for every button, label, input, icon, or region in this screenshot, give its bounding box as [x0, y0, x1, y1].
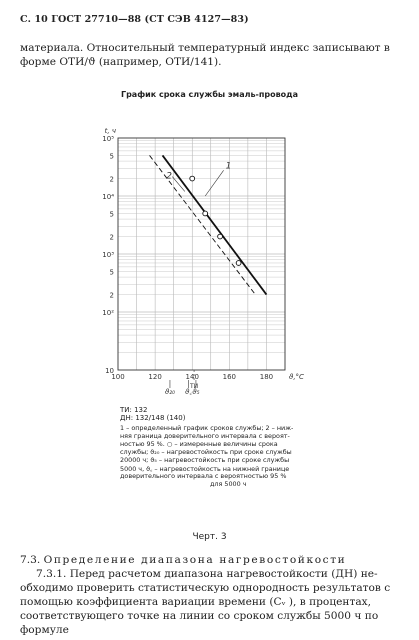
y-tick-label: 10²	[102, 309, 114, 317]
caption-line: 5000 ч, ϑ꜀ – нагревостойкость на нижней границе	[120, 465, 290, 473]
y-tick-label: 10	[105, 367, 114, 375]
measured-point	[236, 261, 241, 266]
paragraph-line: обходимо проверить статистическую однородность результатов с	[20, 582, 391, 594]
y-tick-label: 10³	[102, 251, 114, 259]
y-tick-label: 10⁵	[102, 135, 114, 143]
paragraph-line: формуле	[20, 624, 69, 636]
series-label-2: 2	[166, 171, 172, 182]
legend-ti: ТИ: 132	[120, 406, 148, 414]
intro-text-line-2: форме ОТИ/ϑ (например, ОТИ/141).	[20, 56, 222, 68]
chart-grid	[118, 138, 285, 370]
series-line-1	[163, 155, 267, 294]
y-axis-label: t, ч	[104, 127, 116, 135]
y-tick-label: 5	[109, 210, 114, 219]
caption-line: няя граница доверительного интервала с вероят-	[120, 432, 290, 440]
x-axis-label: ϑ,°С	[289, 373, 304, 381]
x-tick-label: 120	[148, 373, 162, 381]
measured-point	[203, 211, 208, 216]
section-heading-number: 7.3.	[20, 554, 41, 566]
x-tick-label: 140	[185, 373, 199, 381]
figure-number: Черт. 3	[192, 532, 227, 542]
marker-label: ϑ꜀	[185, 388, 192, 396]
y-tick-label: 10⁴	[102, 193, 114, 201]
caption-line: службы; ϑ₂₀ – нагревостойкость при сроке службы	[120, 448, 292, 456]
section-heading	[20, 554, 346, 566]
page-header: С. 10 ГОСТ 27710—88 (СТ СЭВ 4127—83)	[20, 14, 249, 25]
x-tick-label: 100	[111, 373, 125, 381]
marker-label: ϑ₂₀	[164, 388, 175, 396]
x-tick-label: 180	[259, 373, 274, 381]
caption-line: для 5000 ч	[210, 480, 247, 488]
paragraph-line: соответствующего точке на линии со сроком службы 5000 ч по	[20, 610, 379, 622]
caption-line: ностью 95 %. ○ – измеренные величины срока	[120, 440, 278, 448]
figure-title: График срока службы эмаль-провода	[120, 90, 299, 99]
intro-text-line-1: материала. Относительный температурный индекс записывают в	[20, 42, 390, 54]
series-1-leader	[205, 170, 223, 196]
y-tick-label: 2	[109, 233, 114, 242]
y-tick-label: 5	[109, 268, 114, 277]
x-tick-label: 160	[222, 373, 237, 381]
measured-point	[190, 176, 195, 181]
caption-line: 20000 ч; ϑ₅ – нагревостойкость при сроке службы	[120, 456, 290, 464]
legend-dn: ДН: 132/148 (140)	[120, 414, 186, 422]
marker-label: ϑ₅	[192, 388, 200, 396]
caption-line: 1 – определенный график сроков службы; 2 – ниж-	[120, 424, 294, 432]
y-tick-label: 5	[109, 152, 114, 161]
paragraph-line: помощью коэффициента вариации времени (Cᵥ ), в процентах,	[20, 596, 371, 608]
paragraph-line: 7.3.1. Перед расчетом диапазона нагревостойкости (ДН) не-	[36, 568, 378, 580]
measured-point	[218, 234, 223, 239]
section-heading-text: Определение диапазона нагревостойкости	[43, 554, 347, 566]
chart-points	[190, 176, 241, 265]
ti-label: ТИ	[189, 383, 199, 390]
chart-annotations	[165, 161, 231, 396]
caption-line: доверительного интервала с вероятностью 95 %	[120, 472, 287, 480]
series-label-1: 1	[225, 161, 232, 172]
y-tick-label: 2	[109, 175, 114, 184]
y-tick-label: 2	[109, 291, 114, 300]
